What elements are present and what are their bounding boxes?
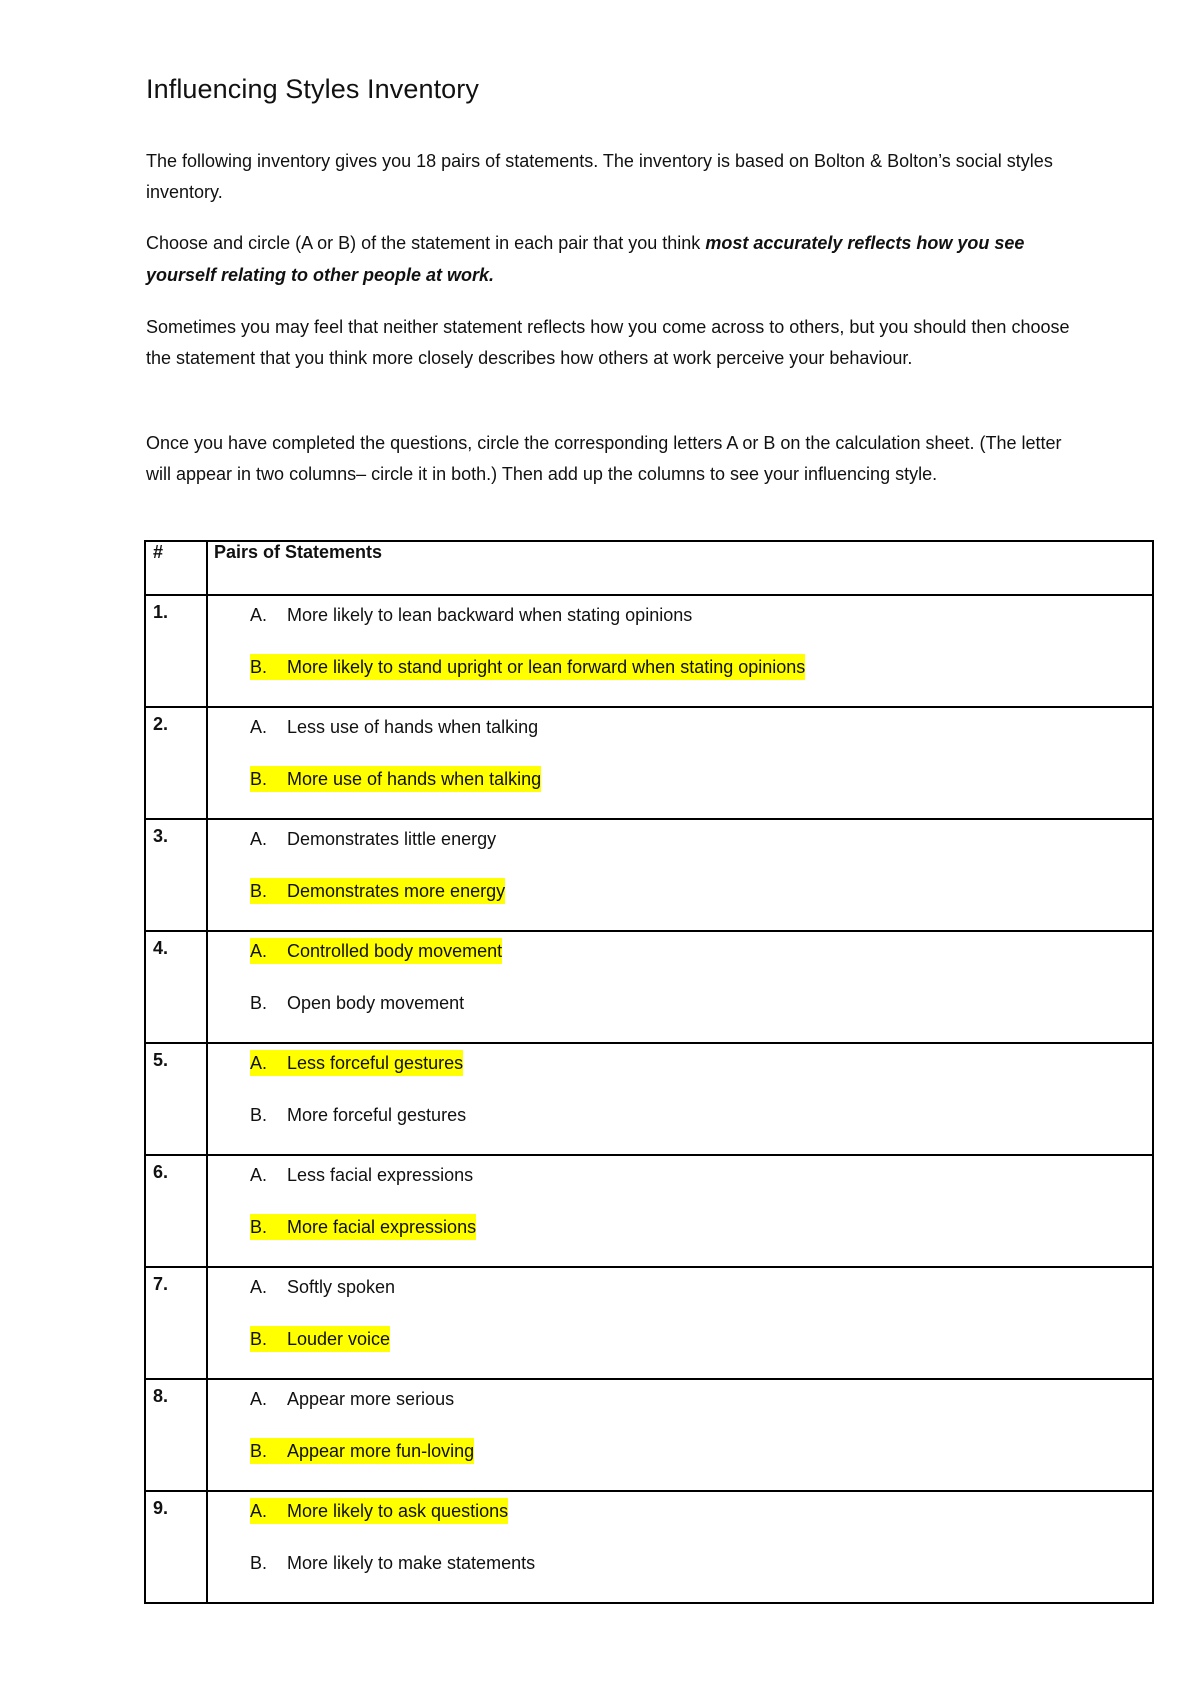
option-a-content xyxy=(250,1498,508,1524)
option-b-content xyxy=(250,1438,474,1464)
table-row xyxy=(145,931,1153,1043)
item-number: 4. xyxy=(145,931,207,1043)
option-letter: B. xyxy=(250,657,268,677)
table-header-row xyxy=(145,541,1153,595)
option-text: More likely to stand upright or lean forward when stating opinions xyxy=(287,657,806,677)
statement-pair xyxy=(207,707,1153,819)
option-letter: A. xyxy=(250,1501,268,1521)
option-b[interactable] xyxy=(250,878,1152,930)
option-a[interactable] xyxy=(250,714,1152,766)
statement-pair xyxy=(207,1155,1153,1267)
option-text: Appear more serious xyxy=(287,1389,455,1409)
option-a[interactable] xyxy=(250,1162,1152,1214)
option-b-content xyxy=(250,1326,390,1352)
statement-pair xyxy=(207,1491,1153,1603)
option-text: Softly spoken xyxy=(287,1277,396,1297)
instruction-text: Choose and circle (A or B) of the statement in each pair that you think xyxy=(146,233,706,253)
completion-paragraph: Once you have completed the questions, circle the corresponding letters A or B on the calculation sheet. (The letter will appear in two columns– circle it in both.) Then add up the columns to see your influencing style. xyxy=(146,433,1062,484)
option-text: Demonstrates little energy xyxy=(287,829,497,849)
option-b[interactable] xyxy=(250,990,1152,1042)
option-b[interactable] xyxy=(250,1326,1152,1378)
option-text: More facial expressions xyxy=(287,1217,477,1237)
header-number: # xyxy=(145,541,207,595)
item-number: 2. xyxy=(145,707,207,819)
note-paragraph: Sometimes you may feel that neither statement reflects how you come across to others, but you should then choose the statement that you think more closely describes how others at work perceive your behaviour. xyxy=(146,317,1070,368)
option-letter: A. xyxy=(250,605,268,625)
option-b-content xyxy=(250,766,541,792)
intro-paragraph: The following inventory gives you 18 pairs of statements. The inventory is based on Bolton & Bolton’s social styles inventory. xyxy=(146,151,1053,202)
option-b-content xyxy=(250,1550,535,1576)
option-a-content xyxy=(250,826,496,852)
option-a[interactable] xyxy=(250,1386,1152,1438)
item-number: 8. xyxy=(145,1379,207,1491)
item-number: 1. xyxy=(145,595,207,707)
option-a[interactable] xyxy=(250,938,1152,990)
table-row xyxy=(145,819,1153,931)
statements-table xyxy=(144,540,1154,1604)
statement-pair xyxy=(207,1267,1153,1379)
item-number: 7. xyxy=(145,1267,207,1379)
option-text: Appear more fun-loving xyxy=(287,1441,475,1461)
instruction-emphasis: most accurately reflects how you see yourself relating to other people at work. xyxy=(146,233,1025,285)
option-a[interactable] xyxy=(250,1050,1152,1102)
option-text: More likely to lean backward when stating opinions xyxy=(287,605,693,625)
table-row xyxy=(145,707,1153,819)
item-number: 9. xyxy=(145,1491,207,1603)
option-letter: B. xyxy=(250,1217,268,1237)
option-b[interactable] xyxy=(250,1102,1152,1154)
statement-pair xyxy=(207,595,1153,707)
option-letter: B. xyxy=(250,1441,268,1461)
option-a[interactable] xyxy=(250,1498,1152,1550)
item-number: 3. xyxy=(145,819,207,931)
option-text: More forceful gestures xyxy=(287,1105,467,1125)
table-row xyxy=(145,595,1153,707)
option-letter: A. xyxy=(250,1165,268,1185)
option-b[interactable] xyxy=(250,1438,1152,1490)
option-a-content xyxy=(250,1274,395,1300)
option-b-content xyxy=(250,1102,466,1128)
option-text: Controlled body movement xyxy=(287,941,503,961)
option-a-content xyxy=(250,714,538,740)
option-a[interactable] xyxy=(250,1274,1152,1326)
table-row xyxy=(145,1491,1153,1603)
option-text: More likely to make statements xyxy=(287,1553,536,1573)
statement-pair xyxy=(207,1043,1153,1155)
option-b-content xyxy=(250,654,805,680)
option-b-content xyxy=(250,878,505,904)
option-a-content xyxy=(250,602,692,628)
table-row xyxy=(145,1155,1153,1267)
option-a[interactable] xyxy=(250,826,1152,878)
table-row xyxy=(145,1379,1153,1491)
option-letter: A. xyxy=(250,1277,268,1297)
option-text: Less use of hands when talking xyxy=(287,717,539,737)
option-b[interactable] xyxy=(250,1550,1152,1602)
option-b-content xyxy=(250,1214,476,1240)
item-number: 5. xyxy=(145,1043,207,1155)
item-number: 6. xyxy=(145,1155,207,1267)
option-letter: B. xyxy=(250,1329,268,1349)
option-letter: B. xyxy=(250,1105,268,1125)
statement-pair xyxy=(207,819,1153,931)
option-b[interactable] xyxy=(250,1214,1152,1266)
option-letter: A. xyxy=(250,1053,268,1073)
option-a[interactable] xyxy=(250,602,1152,654)
option-text: Less facial expressions xyxy=(287,1165,474,1185)
option-text: More use of hands when talking xyxy=(287,769,542,789)
option-a-content xyxy=(250,938,502,964)
option-text: More likely to ask questions xyxy=(287,1501,509,1521)
option-letter: A. xyxy=(250,1389,268,1409)
option-text: Less forceful gestures xyxy=(287,1053,464,1073)
option-a-content xyxy=(250,1162,473,1188)
option-letter: A. xyxy=(250,829,268,849)
option-letter: B. xyxy=(250,769,268,789)
option-b[interactable] xyxy=(250,654,1152,706)
statement-pair xyxy=(207,931,1153,1043)
table-row xyxy=(145,1267,1153,1379)
option-b[interactable] xyxy=(250,766,1152,818)
option-letter: A. xyxy=(250,717,268,737)
option-text: Louder voice xyxy=(287,1329,391,1349)
table-row xyxy=(145,1043,1153,1155)
option-letter: B. xyxy=(250,881,268,901)
option-letter: A. xyxy=(250,941,268,961)
instruction-paragraph xyxy=(146,227,1076,291)
option-b-content xyxy=(250,990,464,1016)
option-text: Demonstrates more energy xyxy=(287,881,506,901)
option-letter: B. xyxy=(250,993,268,1013)
statement-pair xyxy=(207,1379,1153,1491)
option-text: Open body movement xyxy=(287,993,465,1013)
option-a-content xyxy=(250,1386,454,1412)
document-title: Influencing Styles Inventory xyxy=(146,74,479,104)
header-statements: Pairs of Statements xyxy=(207,541,1153,595)
option-letter: B. xyxy=(250,1553,268,1573)
option-a-content xyxy=(250,1050,463,1076)
